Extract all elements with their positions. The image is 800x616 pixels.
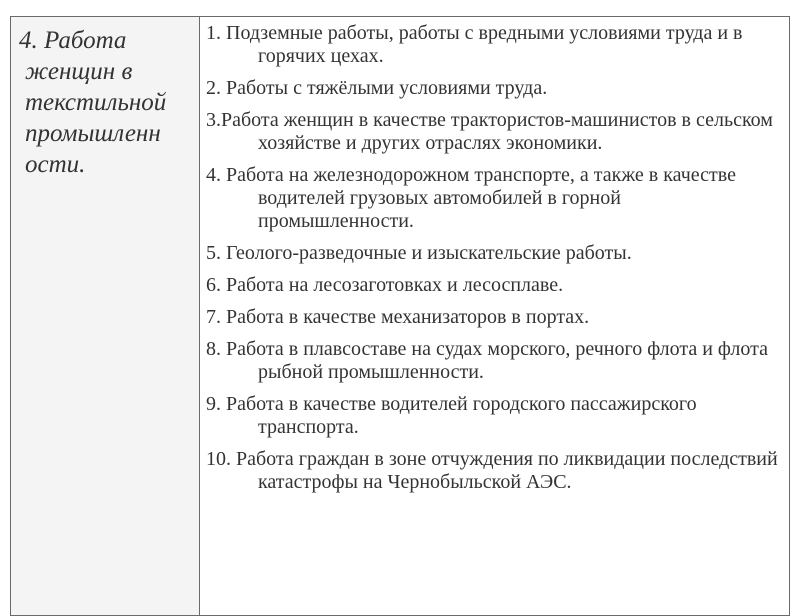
- category-title-line: ости.: [25, 151, 86, 178]
- category-cell: [11, 17, 200, 616]
- category-title-line: промышленн: [25, 120, 161, 147]
- category-title-line: 4. Работа: [19, 27, 127, 54]
- table-row: [11, 17, 790, 616]
- list-item: 9. Работа в качестве водителей городского пассажирского транспорта.: [206, 393, 697, 438]
- list-item: 2. Работы с тяжёлыми условиями труда.: [206, 77, 548, 99]
- list-item: 6. Работа на лесозаготовках и лесосплаве.: [206, 274, 564, 296]
- list-item: 10. Работа граждан в зоне отчуждения по ликвидации последствий катастрофы на Чернобыльской АЭС.: [206, 448, 778, 493]
- restrictions-table: [10, 16, 790, 616]
- list-item: 7. Работа в качестве механизаторов в портах.: [206, 306, 590, 328]
- list-item: 3.Работа женщин в качестве трактористов-машинистов в сельском хозяйстве и других отраслях экономики.: [206, 109, 773, 154]
- category-title-line: текстильной: [25, 89, 167, 116]
- category-title-line: женщин в: [25, 58, 133, 85]
- restricted-works-list: [200, 17, 789, 494]
- list-item: 8. Работа в плавсоставе на судах морского, речного флота и флота рыбной промышленности.: [206, 338, 768, 383]
- list-item: 1. Подземные работы, работы с вредными условиями труда и в горячих цехах.: [206, 22, 743, 67]
- restricted-works-cell: [200, 17, 790, 616]
- list-item: 5. Геолого-разведочные и изыскательские работы.: [206, 242, 632, 264]
- list-item: 4. Работа на железнодорожном транспорте, а также в качестве водителей грузовых автомобилей в горной промышленности.: [206, 164, 736, 232]
- category-title: [11, 17, 199, 180]
